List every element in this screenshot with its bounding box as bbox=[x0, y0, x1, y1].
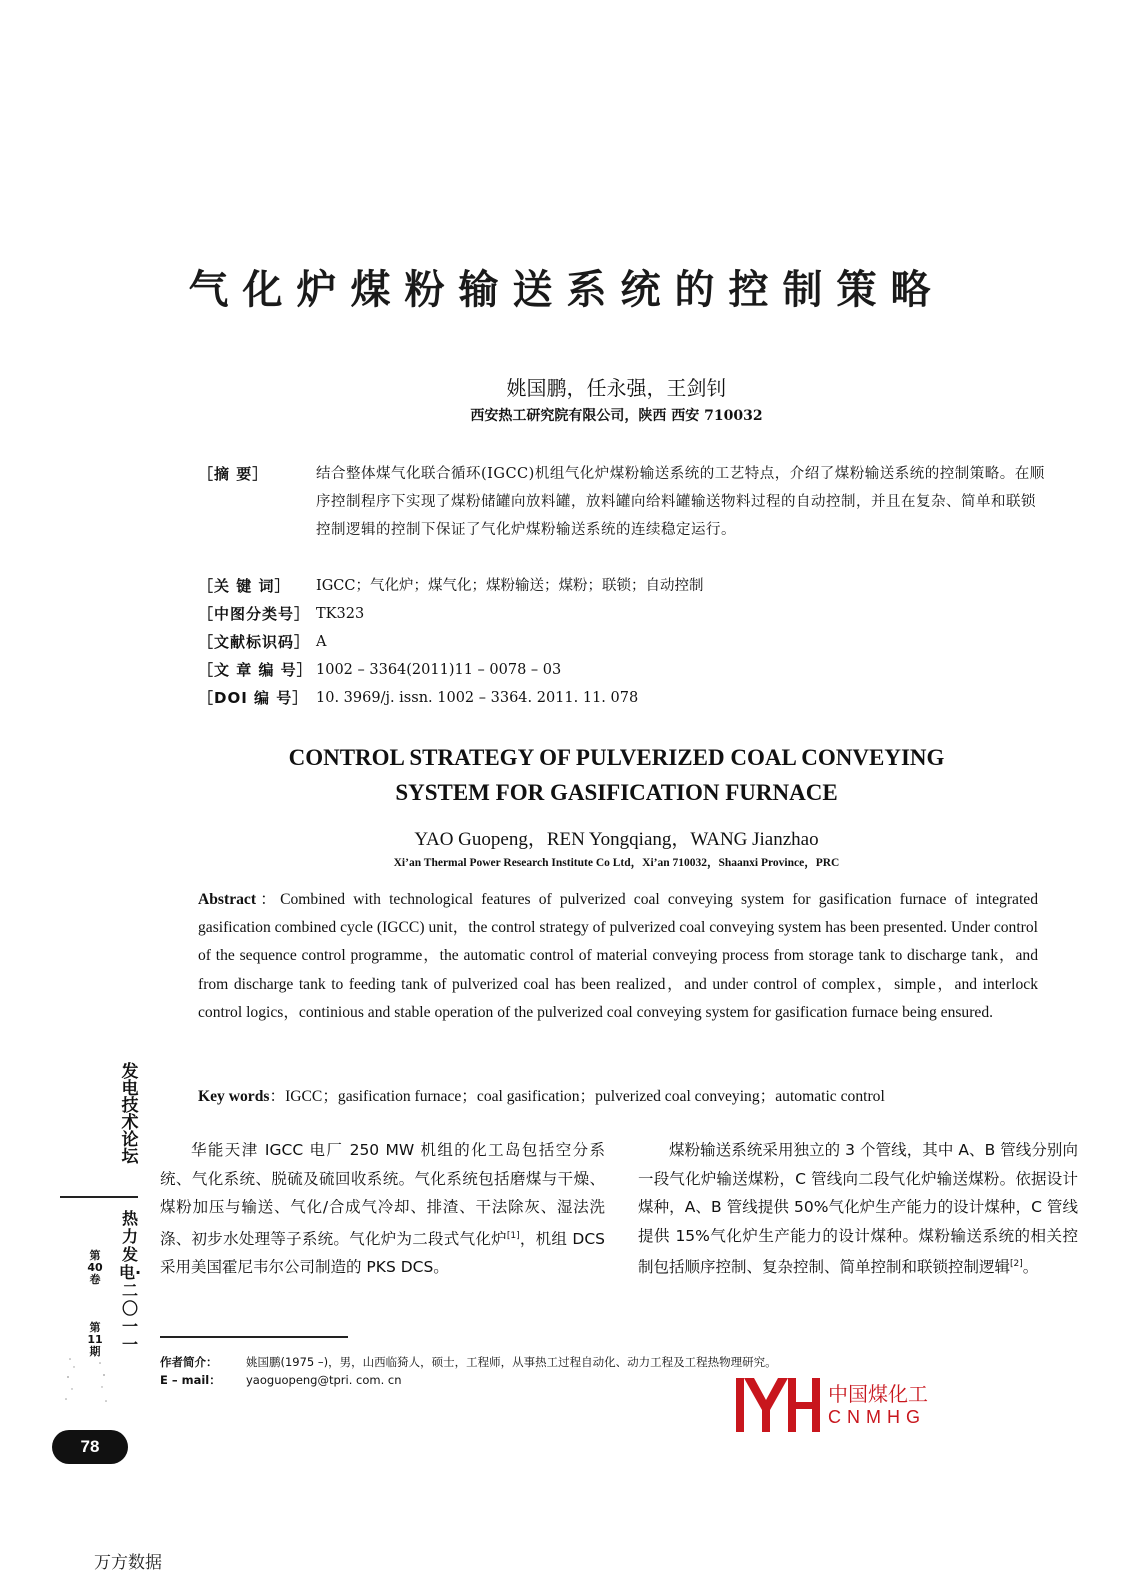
footnote-author-text: 姚国鹏(1975 –)，男，山西临猗人，硕士，工程师，从事热工过程自动化、动力工程及工程热物理研究。 bbox=[246, 1355, 777, 1369]
logo-text-en: CNMHG bbox=[828, 1407, 926, 1427]
abstract-en-label: Abstract bbox=[198, 891, 257, 908]
body-left-text-b: ，机组 DCS 采用美国霍尼韦尔公司制造的 PKS DCS。 bbox=[160, 1229, 605, 1277]
abstract-cn-text: 结合整体煤气化联合循环(IGCC)机组气化炉煤粉输送系统的工艺特点，介绍了煤粉输送系统的控制策略。在顺序控制程序下实现了煤粉储罐向放料罐，放料罐向给料罐输送物料过程的自动控制，并且在复杂、简单和联锁控制逻辑的控制下保证了气化炉煤粉输送系统的连续稳定运行。 bbox=[316, 466, 1045, 538]
footnote-author bbox=[160, 1352, 1060, 1372]
keywords-cn-text: IGCC；气化炉；煤气化；煤粉输送；煤粉；联锁；自动控制 bbox=[316, 578, 704, 594]
title-en-line1: CONTROL STRATEGY OF PULVERIZED COAL CONVEYING bbox=[288, 745, 945, 770]
reference-1[interactable]: [1] bbox=[506, 1230, 520, 1241]
footnote-author-label: 作者简介： bbox=[160, 1355, 218, 1369]
clc-value: TK323 bbox=[316, 606, 365, 622]
title-en-line2: SYSTEM FOR GASIFICATION FURNACE bbox=[395, 780, 838, 805]
articleno-value: 1002 – 3364(2011)11 – 0078 – 03 bbox=[316, 662, 562, 678]
page-number-badge: 78 bbox=[52, 1430, 128, 1464]
affiliation-en: Xi’an Thermal Power Research Institute Co Ltd，Xi’an 710032，Shaanxi Province，PRC bbox=[393, 857, 840, 869]
keywords-cn bbox=[198, 572, 1048, 600]
cnmhg-logo bbox=[736, 1378, 928, 1432]
body-left-text-a: 华能天津 IGCC 电厂 250 MW 机组的化工岛包括空分系统、气化系统、脱硫及硫回收系统。气化系统包括磨煤与干燥、煤粉加压与输送、气化/合成气冷却、排渣、干法除灰、湿法洗涤、初步水处理等子系统。气化炉为二段式气化炉 bbox=[160, 1141, 605, 1248]
cnmhg-logo-icon bbox=[736, 1378, 820, 1432]
sidebar-issue: 第11期 bbox=[87, 1321, 103, 1358]
authors-cn: 姚国鹏，任永强，王剑钊 bbox=[506, 376, 727, 400]
abstract-cn-label: ［摘 要］ bbox=[198, 465, 269, 483]
keywords-en-label: Key words bbox=[198, 1088, 270, 1105]
sidebar-volume: 第40卷 bbox=[87, 1249, 103, 1286]
doccode-label: ［文献标识码］ bbox=[198, 633, 311, 651]
clc-label: ［中图分类号］ bbox=[198, 605, 311, 623]
sidebar-magazine-name: 热力发电·二〇一一 bbox=[118, 1209, 142, 1354]
keywords-en-text: ：IGCC；gasification furnace；coal gasification；pulverized coal conveying；automatic control bbox=[269, 1088, 885, 1105]
authors-en: YAO Guopeng，REN Yongqiang，WANG Jianzhao bbox=[414, 829, 819, 850]
doccode-value: A bbox=[316, 634, 327, 650]
footnote-divider bbox=[160, 1336, 348, 1338]
reference-2[interactable]: [2] bbox=[1010, 1259, 1023, 1269]
doi bbox=[198, 684, 1048, 712]
abstract-en-text: ：Combined with technological features of pulverized coal conveying system for gasification furnace of integrated gasification combined cycle (IGCC) unit，the control strategy of pulverized coal conveying system has been presented. Under control of the sequence control programme，the automatic control of material conveying process from storage tank to discharge tank，and from discharge tank to feeding tank of pulverized coal has been realized，and under control of complex，simple，and interlock control logics，continious and stable operation of the pulverized coal conveying system for gasification furnace being ensured. bbox=[198, 891, 1038, 1021]
body-right-text-a: 煤粉输送系统采用独立的 3 个管线，其中 A、B 管线分别向一段气化炉输送煤粉，C 管线向二段气化炉输送煤粉。依据设计煤种，A、B 管线提供 50%气化炉生产能力的设计煤种，C 管线提供 15%气化炉生产能力的设计煤种。煤粉输送系统的相关控制包括顺序控制、复杂控制、简单控制和联锁控制逻辑 bbox=[638, 1141, 1078, 1277]
clc-number bbox=[198, 600, 1048, 628]
body-column-right bbox=[638, 1136, 1078, 1282]
title-cn: 气化炉煤粉输送系统的控制策略 bbox=[188, 267, 945, 313]
affiliation-cn: 西安热工研究院有限公司，陕西 西安 710032 bbox=[470, 408, 763, 424]
body-column-left bbox=[160, 1136, 605, 1282]
keywords-en bbox=[198, 1083, 1058, 1111]
body-right-text-b: 。 bbox=[1022, 1258, 1039, 1277]
footnote-email-label: E – mail： bbox=[160, 1373, 221, 1387]
scan-specks bbox=[60, 1355, 110, 1415]
abstract-en bbox=[198, 886, 1038, 1027]
logo-text-cn: 中国煤化工 bbox=[828, 1382, 928, 1406]
keywords-cn-label: ［关 键 词］ bbox=[198, 577, 291, 595]
doi-value: 10. 3969/j. issn. 1002 – 3364. 2011. 11. 078 bbox=[316, 690, 639, 706]
article-number bbox=[198, 656, 1048, 684]
title-en bbox=[0, 740, 1133, 810]
footer-source: 万方数据 bbox=[94, 1553, 162, 1573]
abstract-cn bbox=[198, 460, 1048, 544]
articleno-label: ［文 章 编 号］ bbox=[198, 661, 313, 679]
doi-label: ［DOI 编 号］ bbox=[198, 689, 309, 707]
sidebar-journal-name: 发电技术论坛 bbox=[121, 1062, 139, 1167]
document-code bbox=[198, 628, 1048, 656]
sidebar-divider bbox=[60, 1196, 138, 1198]
footnote-email-text[interactable]: yaoguopeng@tpri. com. cn bbox=[246, 1373, 402, 1387]
